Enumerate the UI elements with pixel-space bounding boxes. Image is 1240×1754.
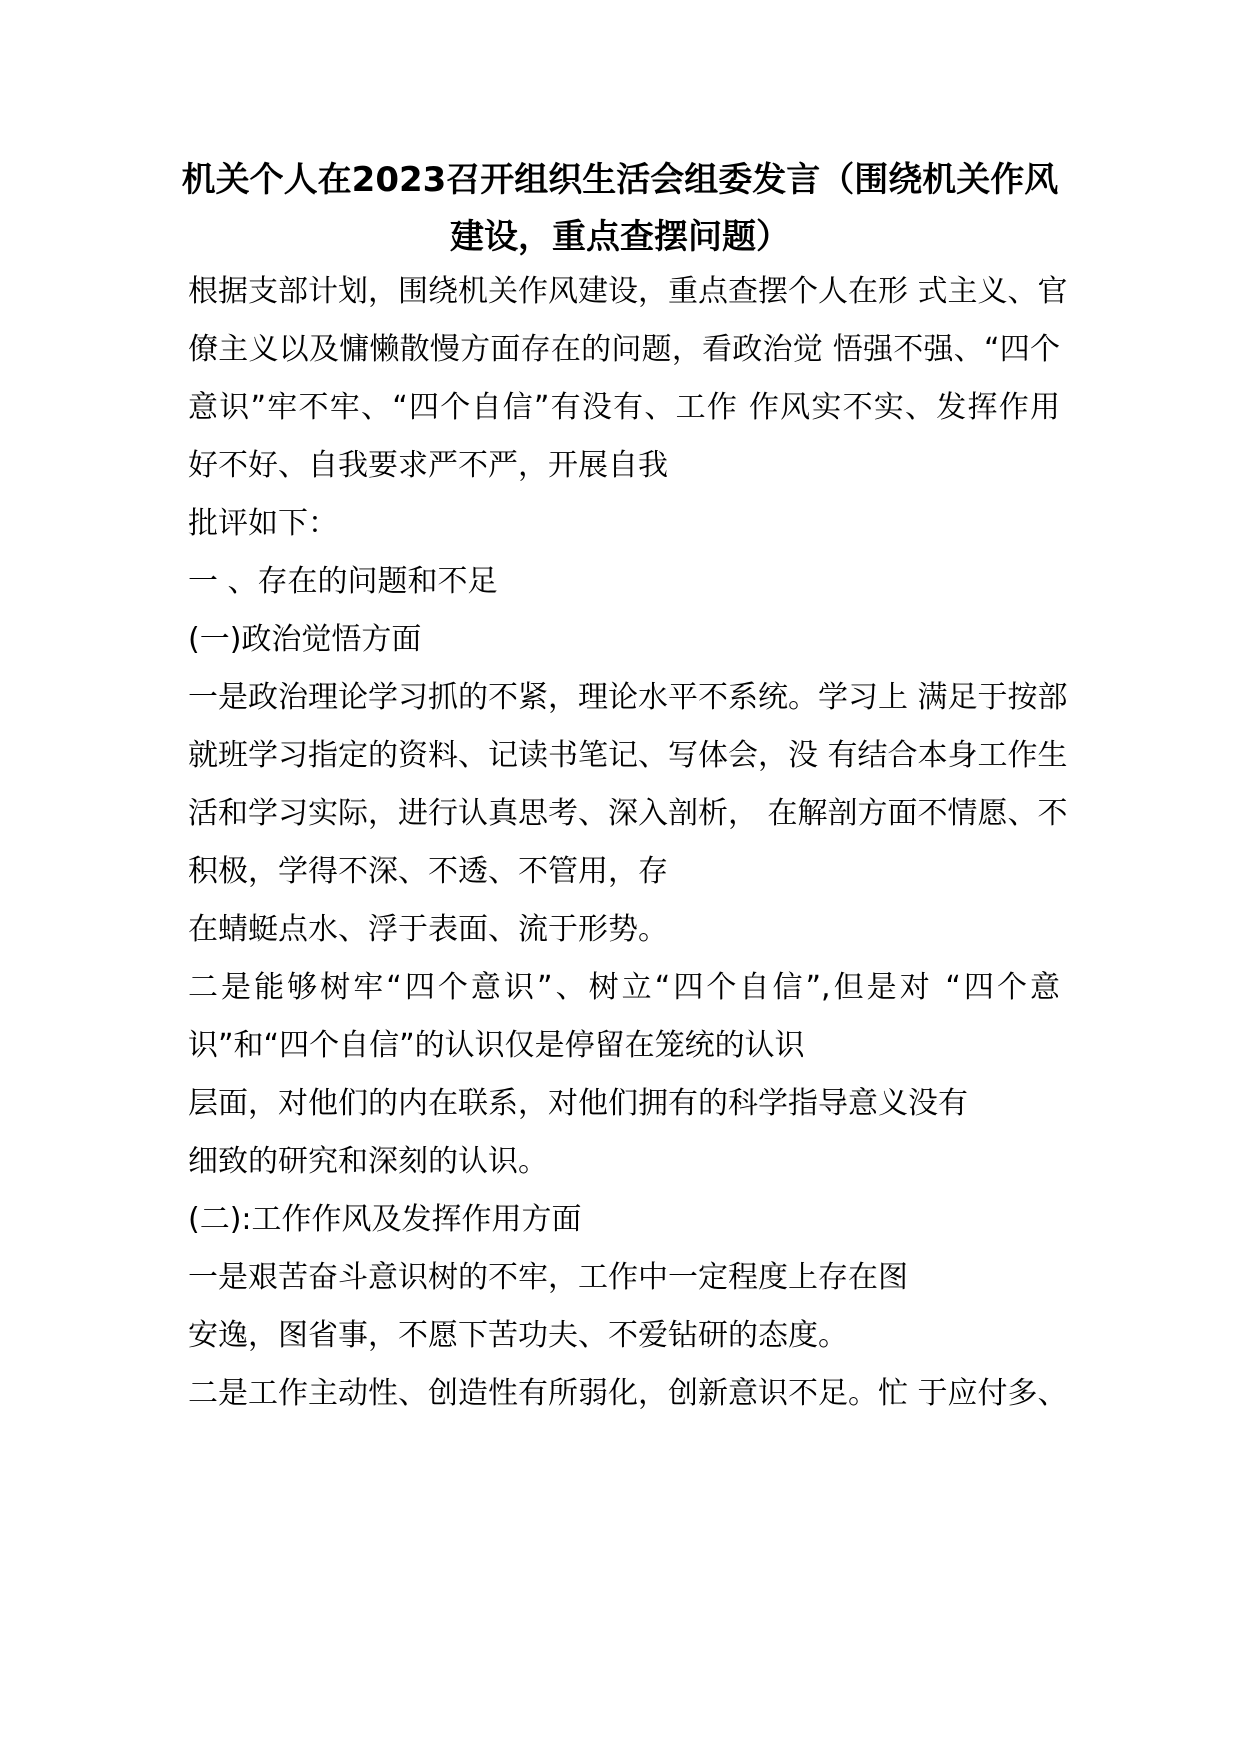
- body-line-18: 一是艰苦奋斗意识树的不牢，工作中一定程度上存在图: [188, 1260, 908, 1295]
- body-line-3: 意识”牢不牢、“四个自信”有没有、工作 作风实不实、发挥作用: [188, 390, 1060, 425]
- subsection-heading-2: (二):工作作风及发挥作用方面: [188, 1202, 582, 1237]
- body-line-19: 安逸，图省事，不愿下苦功夫、不爱钻研的态度。: [188, 1318, 848, 1353]
- body-line-4: 好不好、自我要求严不严，开展自我: [188, 448, 668, 483]
- body-line-1: 根据支部计划，围绕机关作风建设，重点查摆个人在形 式主义、官: [188, 274, 1068, 309]
- body-line-2: 僚主义以及慵懒散慢方面存在的问题，看政治觉 悟强不强、“四个: [188, 332, 1060, 367]
- body-line-20: 二是工作主动性、创造性有所弱化，创新意识不足。忙 于应付多、: [188, 1376, 1068, 1411]
- body-line-8: 一是政治理论学习抓的不紧，理论水平不系统。学习上 满足于按部: [188, 680, 1068, 715]
- body-line-12: 在蜻蜓点水、浮于表面、流于形势。: [188, 912, 668, 947]
- body-line-15: 层面，对他们的内在联系，对他们拥有的科学指导意义没有: [188, 1086, 968, 1121]
- subsection-heading-1: (一)政治觉悟方面: [188, 622, 422, 657]
- section-heading-1: 一 、存在的问题和不足: [188, 564, 498, 599]
- body-line-14: 识”和“四个自信”的认识仅是停留在笼统的认识: [188, 1028, 805, 1063]
- body-line-9: 就班学习指定的资料、记读书笔记、写体会，没 有结合本身工作生: [188, 738, 1068, 773]
- body-line-11: 积极，学得不深、不透、不管用，存: [188, 854, 668, 889]
- body-line-10: 活和学习实际，进行认真思考、深入剖析， 在解剖方面不情愿、不: [188, 796, 1068, 831]
- body-line-13: 二是能够树牢“四个意识”、树立“四个自信”,但是对 “四个意: [188, 970, 1060, 1005]
- body-line-5: 批评如下：: [188, 506, 338, 541]
- document-title-line-2: 建设，重点查摆问题）: [450, 217, 790, 257]
- document-title-line-1: 机关个人在2023召开组织生活会组委发言（围绕机关作风: [181, 160, 1059, 200]
- body-line-16: 细致的研究和深刻的认识。: [188, 1144, 548, 1179]
